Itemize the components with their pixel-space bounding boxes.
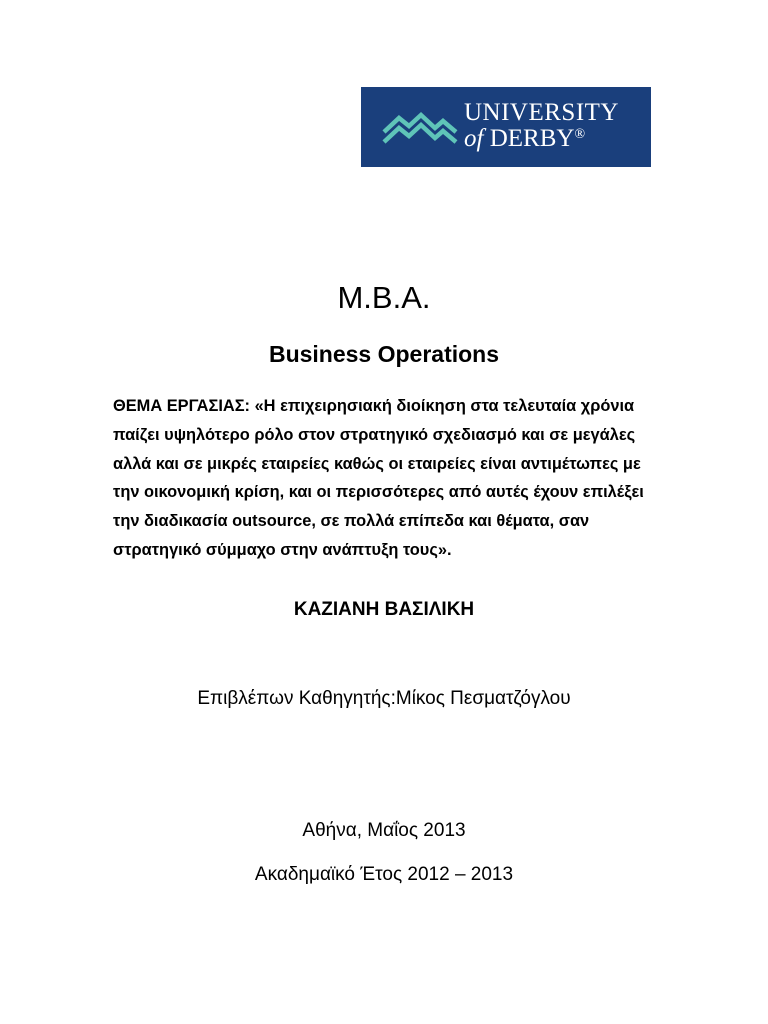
supervisor-line: Επιβλέπων Καθηγητής:Μίκος Πεσματζόγλου <box>197 688 571 709</box>
logo-derby-line <box>464 126 619 151</box>
thesis-topic: ΘΕΜΑ ΕΡΓΑΣΙΑΣ: «Η επιχειρησιακή διοίκηση στα τελευταία χρόνια παίζει υψηλότερο ρόλο στον στρατηγικό σχεδιασμό και σε μεγάλες αλλά και σε μικρές εταιρείες καθώς οι εταιρείες είναι αντιμέτωπες με την οικονομική κρίση, και οι περισσότερες από αυτές έχουν επιλέξει την διαδικασία outsource, σε πολλά επίπεδα και θέματα, σαν στρατηγικό σύμμαχο στην ανάπτυξη τους». <box>113 397 644 559</box>
logo-university-text: UNIVERSITY <box>464 99 619 126</box>
logo-wordmark <box>464 100 619 151</box>
university-logo <box>361 87 651 167</box>
mountains-icon <box>381 110 459 146</box>
document-title: M.B.A. <box>337 280 431 315</box>
place-date: Αθήνα, Μαΐος 2013 <box>302 820 466 841</box>
logo-registered-mark: ® <box>574 127 586 142</box>
document-subtitle: Business Operations <box>268 341 500 367</box>
academic-year: Ακαδημαϊκό Έτος 2012 – 2013 <box>254 864 514 885</box>
logo-derby-text: DERBY <box>489 125 575 152</box>
author-name: ΚΑΖΙΑΝΗ ΒΑΣΙΛΙΚΗ <box>293 599 475 620</box>
logo-of-text: of <box>464 125 484 152</box>
